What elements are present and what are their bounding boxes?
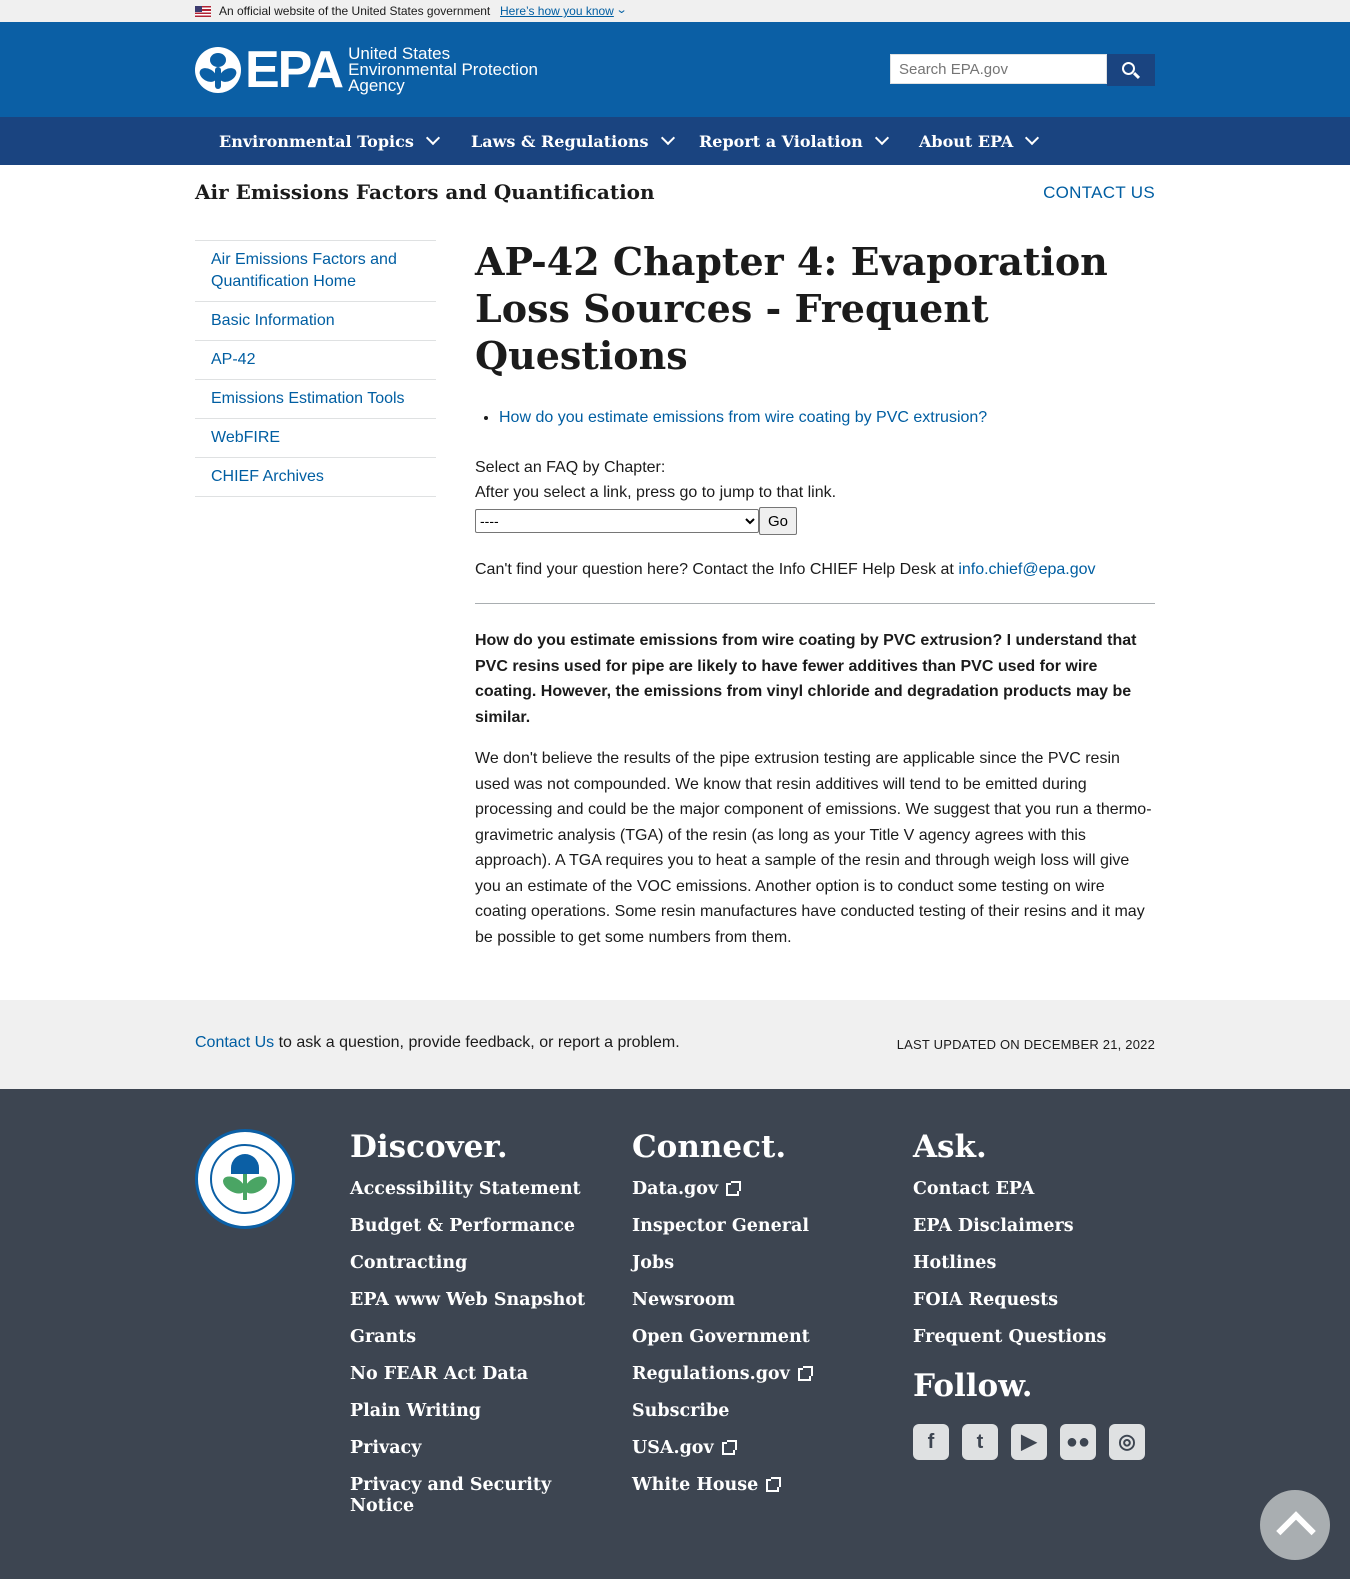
footer-link[interactable]: Budget & Performance bbox=[350, 1216, 576, 1236]
footer-link[interactable]: Plain Writing bbox=[350, 1401, 482, 1421]
divider bbox=[475, 603, 1155, 604]
main-nav bbox=[0, 117, 1350, 165]
site-header bbox=[0, 22, 1350, 117]
gov-banner bbox=[0, 0, 1350, 22]
sidenav-item-home[interactable]: Air Emissions Factors and Quantification Home bbox=[195, 241, 436, 302]
epa-flower-icon bbox=[195, 47, 241, 93]
footer-contact-link[interactable]: Contact Us bbox=[195, 1034, 275, 1051]
flickr-icon[interactable]: ●● bbox=[1060, 1424, 1096, 1460]
chevron-down-icon bbox=[875, 131, 889, 145]
nav-laws-regulations[interactable]: Laws & Regulations bbox=[471, 117, 673, 165]
footer-link[interactable]: Grants bbox=[350, 1327, 417, 1347]
select-label: Select an FAQ by Chapter: bbox=[475, 459, 666, 476]
chevron-down-icon bbox=[660, 131, 674, 145]
faq-select-block bbox=[475, 455, 1155, 535]
sidenav-item-ap42[interactable]: AP-42 bbox=[195, 341, 436, 380]
footer-ask bbox=[913, 1127, 1163, 1460]
nav-environmental-topics[interactable]: Environmental Topics bbox=[219, 117, 438, 165]
site-footer bbox=[0, 1089, 1350, 1579]
nav-report-violation[interactable]: Report a Violation bbox=[699, 117, 887, 165]
discover-heading: Discover. bbox=[350, 1129, 508, 1165]
footer-link[interactable]: Regulations.gov bbox=[632, 1364, 872, 1385]
gov-banner-text: An official website of the United States government bbox=[219, 4, 491, 18]
contact-us-link[interactable]: CONTACT US bbox=[1043, 183, 1155, 202]
footer-link[interactable]: No FEAR Act Data bbox=[350, 1364, 529, 1384]
external-link-icon bbox=[726, 1183, 739, 1196]
ask-heading: Ask. bbox=[913, 1129, 987, 1165]
facebook-icon[interactable]: f bbox=[913, 1424, 949, 1460]
faq-chapter-select[interactable] bbox=[475, 509, 759, 533]
chevron-down-icon[interactable]: ⌄ bbox=[615, 4, 628, 16]
faq-answer: We don't believe the results of the pipe extrusion testing are applicable since the PVC resin used was not compounded. We know that resin additives will tend to be emitted during processing and could be the major component of emissions. We suggest that you run a thermo-gravimetric analysis (TGA) of the resin (as long as your Title V agency agrees with this approach). A TGA requires you to heat a sample of the resin and through weigh loss will give you an estimate of the VOC emissions. Another option is to conduct some testing on wire coating operations. Some resin manufactures have conducted testing of their resins and it may be possible to get some numbers from them. bbox=[475, 750, 1152, 946]
sidenav-item-basic-information[interactable]: Basic Information bbox=[195, 302, 436, 341]
footer-link[interactable]: Privacy bbox=[350, 1438, 422, 1458]
epa-seal-icon[interactable] bbox=[195, 1129, 295, 1229]
sidenav-item-webfire[interactable]: WebFIRE bbox=[195, 419, 436, 458]
faq-link[interactable]: How do you estimate emissions from wire coating by PVC extrusion? bbox=[499, 409, 988, 426]
search-button[interactable] bbox=[1107, 54, 1155, 86]
follow-heading: Follow. bbox=[913, 1368, 1033, 1404]
search-input[interactable] bbox=[890, 54, 1107, 84]
footer-link[interactable]: FOIA Requests bbox=[913, 1290, 1059, 1310]
nav-about-epa[interactable]: About EPA bbox=[919, 117, 1037, 165]
footer-link[interactable]: Privacy and Security Notice bbox=[350, 1475, 552, 1516]
us-flag-icon bbox=[195, 6, 211, 17]
go-button[interactable]: Go bbox=[759, 507, 797, 535]
external-link-icon bbox=[766, 1479, 779, 1492]
social-links bbox=[913, 1424, 1163, 1460]
faq-list bbox=[499, 409, 1155, 427]
logo-word: EPA bbox=[245, 41, 343, 99]
chevron-down-icon bbox=[1025, 131, 1039, 145]
chevron-down-icon bbox=[426, 131, 440, 145]
footer-link[interactable]: Data.gov bbox=[632, 1179, 872, 1200]
sidenav-item-estimation-tools[interactable]: Emissions Estimation Tools bbox=[195, 380, 436, 419]
page-title: AP-42 Chapter 4: Evaporation Loss Sources - Frequent Questions bbox=[475, 239, 1108, 378]
faq-question: How do you estimate emissions from wire coating by PVC extrusion? I understand that PVC resins used for pipe are likely to have fewer additives than PVC used for wire coating. However, the emissions from vinyl chloride and degradation products may be similar. bbox=[475, 632, 1137, 726]
external-link-icon bbox=[798, 1368, 811, 1381]
epa-logo[interactable] bbox=[195, 41, 538, 99]
microsite-title[interactable]: Air Emissions Factors and Quantification bbox=[195, 180, 655, 204]
footer-link[interactable]: Inspector General bbox=[632, 1216, 809, 1236]
logo-agency-name: United States Environmental Protection Agency bbox=[348, 44, 538, 95]
footer-link[interactable]: Contact EPA bbox=[913, 1179, 1035, 1199]
search-form bbox=[890, 54, 1155, 86]
youtube-icon[interactable]: ▶ bbox=[1011, 1424, 1047, 1460]
main-content bbox=[475, 238, 1155, 950]
footer-link[interactable]: EPA Disclaimers bbox=[913, 1216, 1074, 1236]
footer-link[interactable]: Hotlines bbox=[913, 1253, 997, 1273]
footer-link[interactable]: Newsroom bbox=[632, 1290, 736, 1310]
twitter-icon[interactable]: t bbox=[962, 1424, 998, 1460]
external-link-icon bbox=[722, 1442, 735, 1455]
footer-link[interactable]: EPA www Web Snapshot bbox=[350, 1290, 586, 1310]
footer-link[interactable]: White House bbox=[632, 1475, 872, 1496]
footer-link[interactable]: Subscribe bbox=[632, 1401, 730, 1421]
footer-link[interactable]: Open Government bbox=[632, 1327, 810, 1347]
list-item bbox=[499, 409, 1155, 427]
footer-link[interactable]: Frequent Questions bbox=[913, 1327, 1107, 1347]
footer-contact-bar bbox=[0, 1000, 1350, 1089]
footer-discover bbox=[350, 1127, 590, 1533]
footer-connect bbox=[632, 1127, 872, 1512]
sidenav-item-chief-archives[interactable]: CHIEF Archives bbox=[195, 458, 436, 497]
select-help: After you select a link, press go to jump to that link. bbox=[475, 484, 837, 501]
sidenav bbox=[195, 240, 436, 497]
footer-link[interactable]: Jobs bbox=[632, 1253, 675, 1273]
help-email-link[interactable]: info.chief@epa.gov bbox=[958, 561, 1096, 578]
footer-contact-text: Contact Us to ask a question, provide feedback, or report a problem. bbox=[195, 1034, 680, 1051]
search-icon bbox=[1122, 62, 1135, 75]
heres-how-you-know-link[interactable]: Here’s how you know bbox=[500, 4, 614, 18]
connect-heading: Connect. bbox=[632, 1129, 787, 1165]
footer-link[interactable]: Contracting bbox=[350, 1253, 468, 1273]
last-updated: LAST UPDATED ON DECEMBER 21, 2022 bbox=[896, 1037, 1155, 1052]
footer-link[interactable]: Accessibility Statement bbox=[350, 1179, 581, 1199]
help-desk-text: Can't find your question here? Contact the Info CHIEF Help Desk at info.chief@epa.gov bbox=[475, 561, 1096, 578]
back-to-top-button[interactable] bbox=[1260, 1490, 1330, 1560]
footer-link[interactable]: USA.gov bbox=[632, 1438, 872, 1459]
instagram-icon[interactable]: ◎ bbox=[1109, 1424, 1145, 1460]
